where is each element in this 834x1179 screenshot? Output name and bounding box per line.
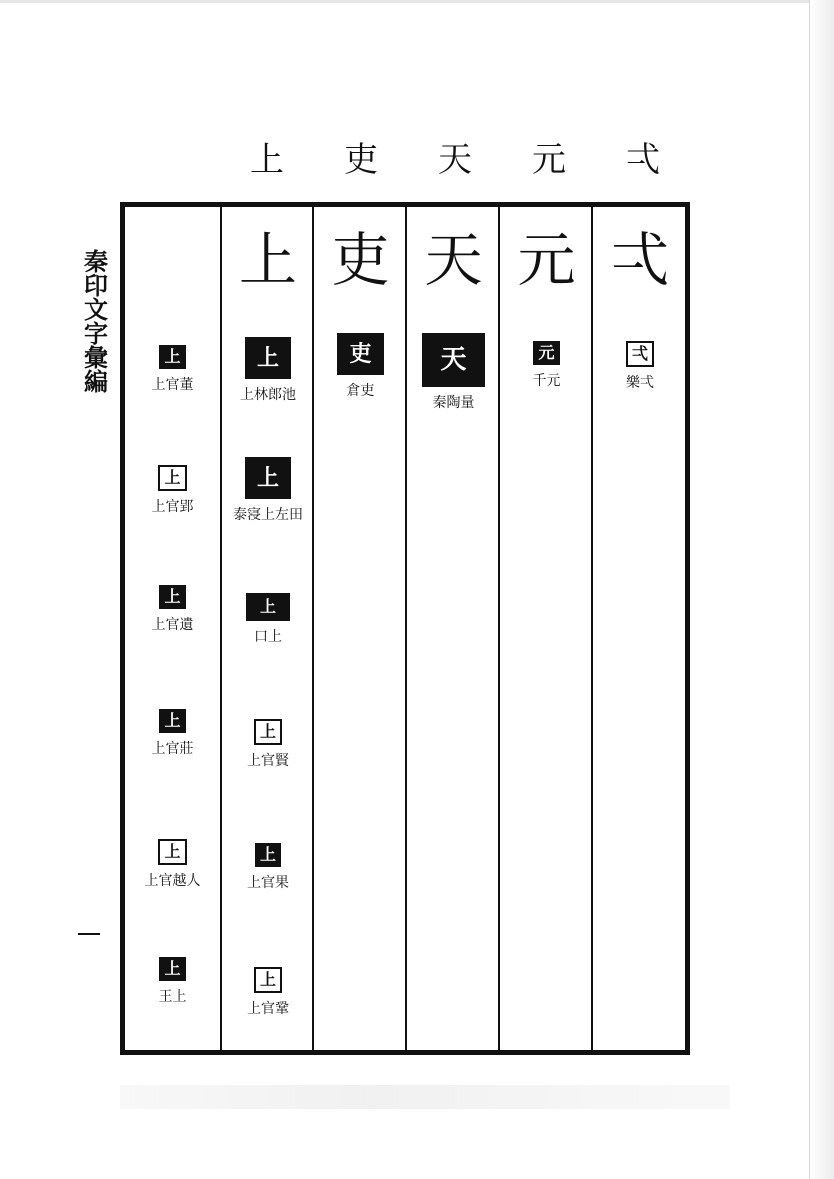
title-char: 印 <box>84 271 108 300</box>
seal-impression: 上 <box>158 839 186 865</box>
book-title-vertical <box>80 247 112 396</box>
page-number-mark <box>78 933 100 935</box>
seal-entry <box>125 957 220 1005</box>
seal-impression: 上 <box>159 345 185 369</box>
header-char-yi: 弌 <box>626 140 660 180</box>
seal-impression: 上 <box>254 719 282 745</box>
seal-impression: 天 <box>422 333 484 387</box>
table-column-li <box>312 207 407 1050</box>
table-column-shang <box>220 207 314 1050</box>
seal-label: 上官莊 <box>151 741 194 757</box>
script-form-char: 上 <box>238 226 297 294</box>
seal-entry <box>125 465 220 515</box>
header-char-li: 吏 <box>344 140 378 180</box>
page-binding-edge <box>809 0 834 1179</box>
table-column-tian <box>405 207 500 1050</box>
seal-entry <box>407 333 500 411</box>
seal-label: 上官郢 <box>151 499 194 515</box>
seal-impression: 上 <box>159 709 185 733</box>
seal-label: 泰寖上左田 <box>233 507 303 523</box>
script-form-char: 吏 <box>331 226 390 294</box>
seal-label: 上官賢 <box>247 753 289 769</box>
title-char: 彙 <box>84 343 108 372</box>
seal-entry <box>125 709 220 757</box>
seal-label: 千元 <box>532 373 561 389</box>
page-top-edge <box>0 0 834 3</box>
seal-entry <box>125 839 220 889</box>
header-char-shang: 上 <box>250 140 284 180</box>
seal-entry <box>314 333 407 399</box>
seal-label: 上官遺 <box>151 617 194 633</box>
header-char-tian: 天 <box>438 140 472 180</box>
seal-entry <box>222 457 314 523</box>
seal-impression: 上 <box>159 585 185 609</box>
table-column-yuan <box>498 207 593 1050</box>
header-characters <box>220 142 690 182</box>
seal-impression: 弌 <box>626 341 654 367</box>
seal-label: 秦陶量 <box>432 395 475 411</box>
title-char: 編 <box>84 367 108 396</box>
seal-label: 上官董 <box>151 377 194 393</box>
seal-label: 上官果 <box>247 875 289 891</box>
seal-impression: 上 <box>254 967 282 993</box>
script-form-char: 天 <box>424 226 483 294</box>
seal-entry <box>125 585 220 633</box>
title-char: 文 <box>84 295 108 324</box>
seal-entry <box>222 843 314 891</box>
seal-impression: 上 <box>245 457 291 499</box>
title-char: 字 <box>84 319 108 348</box>
seal-impression: 上 <box>246 593 290 621</box>
seal-label: 倉吏 <box>346 383 375 399</box>
header-char-yuan: 元 <box>532 140 566 180</box>
seal-impression: 上 <box>159 957 185 981</box>
seal-entry <box>593 341 687 391</box>
title-char: 秦 <box>84 247 108 276</box>
script-form-char: 元 <box>517 226 576 294</box>
table-column-yi <box>591 207 687 1050</box>
seal-entry <box>125 345 220 393</box>
seal-entry <box>222 593 314 645</box>
seal-label: 上官鞏 <box>247 1001 289 1017</box>
seal-impression: 元 <box>533 341 559 365</box>
seal-impression: 上 <box>158 465 186 491</box>
seal-impression: 吏 <box>337 333 383 375</box>
seal-label: 上林郎池 <box>240 387 296 403</box>
seal-entry <box>222 337 314 403</box>
bleed-through-shadow <box>120 1085 730 1109</box>
seal-entry <box>222 719 314 769</box>
seal-entry <box>500 341 593 389</box>
seal-impression: 上 <box>255 843 281 867</box>
seal-label: 口上 <box>254 629 282 645</box>
seal-label: 王上 <box>158 989 187 1005</box>
seal-label: 樂弌 <box>626 375 654 391</box>
seal-entry <box>222 967 314 1017</box>
table-column <box>125 207 220 1050</box>
seal-character-table <box>120 202 690 1055</box>
script-form-char: 弌 <box>610 226 669 294</box>
seal-impression: 上 <box>245 337 291 379</box>
seal-label: 上官越人 <box>144 873 201 889</box>
